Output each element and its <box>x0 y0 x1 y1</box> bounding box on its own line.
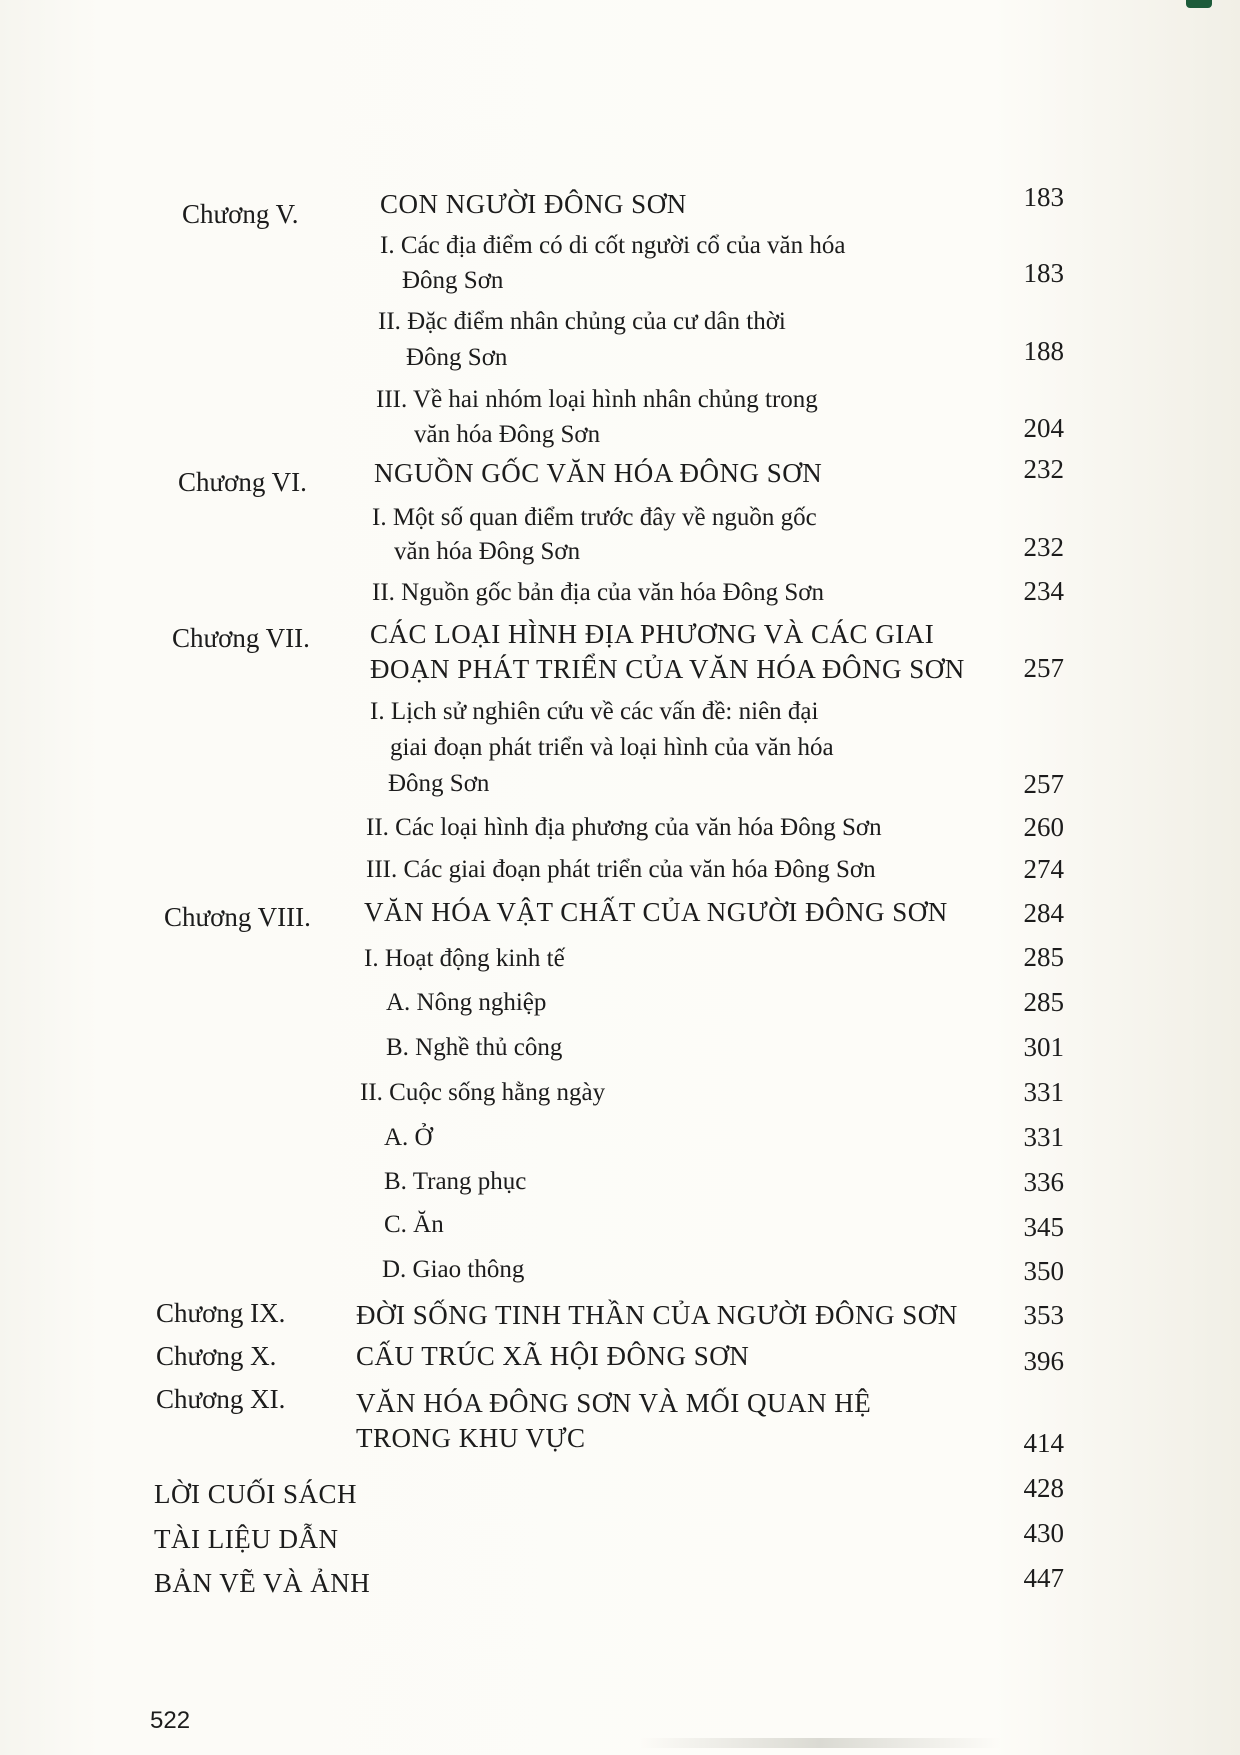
page-ref: 430 <box>1023 1518 1064 1548</box>
page-corner-marker <box>1186 0 1212 8</box>
page-ref: 183 <box>1023 182 1064 212</box>
scan-shadow <box>640 1738 1000 1748</box>
page-ref: 336 <box>1023 1167 1064 1197</box>
section-title: I. Các địa điểm có di cốt người cổ của văn hóa <box>380 232 846 259</box>
section-title: I. Hoạt động kinh tế <box>364 945 565 972</box>
page-ref: 447 <box>1023 1563 1064 1593</box>
section-title: III. Về hai nhóm loại hình nhân chủng trong <box>376 386 818 413</box>
section-title: II. Các loại hình địa phương của văn hóa Đông Sơn <box>366 814 882 841</box>
chapter-label: Chương VI. <box>178 467 307 497</box>
back-matter-title: BẢN VẼ VÀ ẢNH <box>154 1568 371 1598</box>
page-ref: 301 <box>1023 1032 1064 1062</box>
subsection-title: C. Ăn <box>384 1211 444 1238</box>
subsection-title: A. Ở <box>384 1124 433 1151</box>
subsection-title: A. Nông nghiệp <box>386 989 547 1016</box>
page-ref: 232 <box>1023 454 1064 484</box>
page-ref: 257 <box>1023 653 1064 683</box>
section-title-cont: Đông Sơn <box>406 344 508 371</box>
page-ref: 414 <box>1023 1428 1064 1458</box>
page-ref: 183 <box>1023 258 1064 288</box>
page-ref: 285 <box>1023 942 1064 972</box>
chapter-label: Chương XI. <box>156 1384 286 1414</box>
subsection-title: D. Giao thông <box>382 1256 525 1283</box>
chapter-title-cont: ĐOẠN PHÁT TRIỂN CỦA VĂN HÓA ĐÔNG SƠN <box>370 654 965 684</box>
chapter-title: CẤU TRÚC XÃ HỘI ĐÔNG SƠN <box>356 1341 750 1371</box>
subsection-title: B. Nghề thủ công <box>386 1034 563 1061</box>
section-title-cont: giai đoạn phát triển và loại hình của văn hóa <box>390 734 834 761</box>
page-ref: 353 <box>1023 1300 1064 1330</box>
back-matter-title: TÀI LIỆU DẪN <box>154 1524 339 1554</box>
page-ref: 274 <box>1023 854 1064 884</box>
page-ref: 350 <box>1023 1256 1064 1286</box>
section-title: II. Cuộc sống hằng ngày <box>360 1079 606 1106</box>
section-title-cont: văn hóa Đông Sơn <box>394 538 581 565</box>
page-ref: 428 <box>1023 1473 1064 1503</box>
chapter-label: Chương X. <box>156 1341 277 1371</box>
page-ref: 396 <box>1023 1346 1064 1376</box>
chapter-label: Chương VII. <box>172 623 310 653</box>
section-title: II. Nguồn gốc bản địa của văn hóa Đông Sơn <box>372 579 825 606</box>
chapter-label: Chương VIII. <box>164 902 311 932</box>
section-title: III. Các giai đoạn phát triển của văn hóa Đông Sơn <box>366 856 876 883</box>
page-ref: 234 <box>1023 576 1064 606</box>
page-ref: 285 <box>1023 987 1064 1017</box>
page-ref: 232 <box>1023 532 1064 562</box>
section-title: I. Lịch sử nghiên cứu về các vấn đề: niên đại <box>370 698 819 725</box>
chapter-title-cont: TRONG KHU VỰC <box>356 1423 586 1453</box>
page-ref: 260 <box>1023 812 1064 842</box>
back-matter-title: LỜI CUỐI SÁCH <box>154 1479 358 1509</box>
page-ref: 331 <box>1023 1077 1064 1107</box>
chapter-title: CON NGƯỜI ĐÔNG SƠN <box>380 189 687 219</box>
page-ref: 345 <box>1023 1212 1064 1242</box>
section-title-cont: văn hóa Đông Sơn <box>414 421 601 448</box>
chapter-title: NGUỒN GỐC VĂN HÓA ĐÔNG SƠN <box>374 458 823 488</box>
chapter-title: VĂN HÓA VẬT CHẤT CỦA NGƯỜI ĐÔNG SƠN <box>364 897 948 927</box>
page-ref: 204 <box>1023 413 1064 443</box>
section-title-cont: Đông Sơn <box>388 770 490 797</box>
page-ref: 331 <box>1023 1122 1064 1152</box>
page-ref: 188 <box>1023 336 1064 366</box>
section-title-cont: Đông Sơn <box>402 267 504 294</box>
chapter-label: Chương V. <box>182 199 299 229</box>
subsection-title: B. Trang phục <box>384 1168 527 1195</box>
page-ref: 284 <box>1023 898 1064 928</box>
chapter-title: VĂN HÓA ĐÔNG SƠN VÀ MỐI QUAN HỆ <box>356 1388 872 1418</box>
chapter-title: ĐỜI SỐNG TINH THẦN CỦA NGƯỜI ĐÔNG SƠN <box>356 1300 958 1330</box>
chapter-title: CÁC LOẠI HÌNH ĐỊA PHƯƠNG VÀ CÁC GIAI <box>370 619 935 649</box>
page-ref: 257 <box>1023 769 1064 799</box>
section-title: II. Đặc điểm nhân chủng của cư dân thời <box>378 308 786 335</box>
section-title: I. Một số quan điểm trước đây về nguồn gốc <box>372 504 817 531</box>
chapter-label: Chương IX. <box>156 1298 286 1328</box>
page-number: 522 <box>150 1707 191 1734</box>
